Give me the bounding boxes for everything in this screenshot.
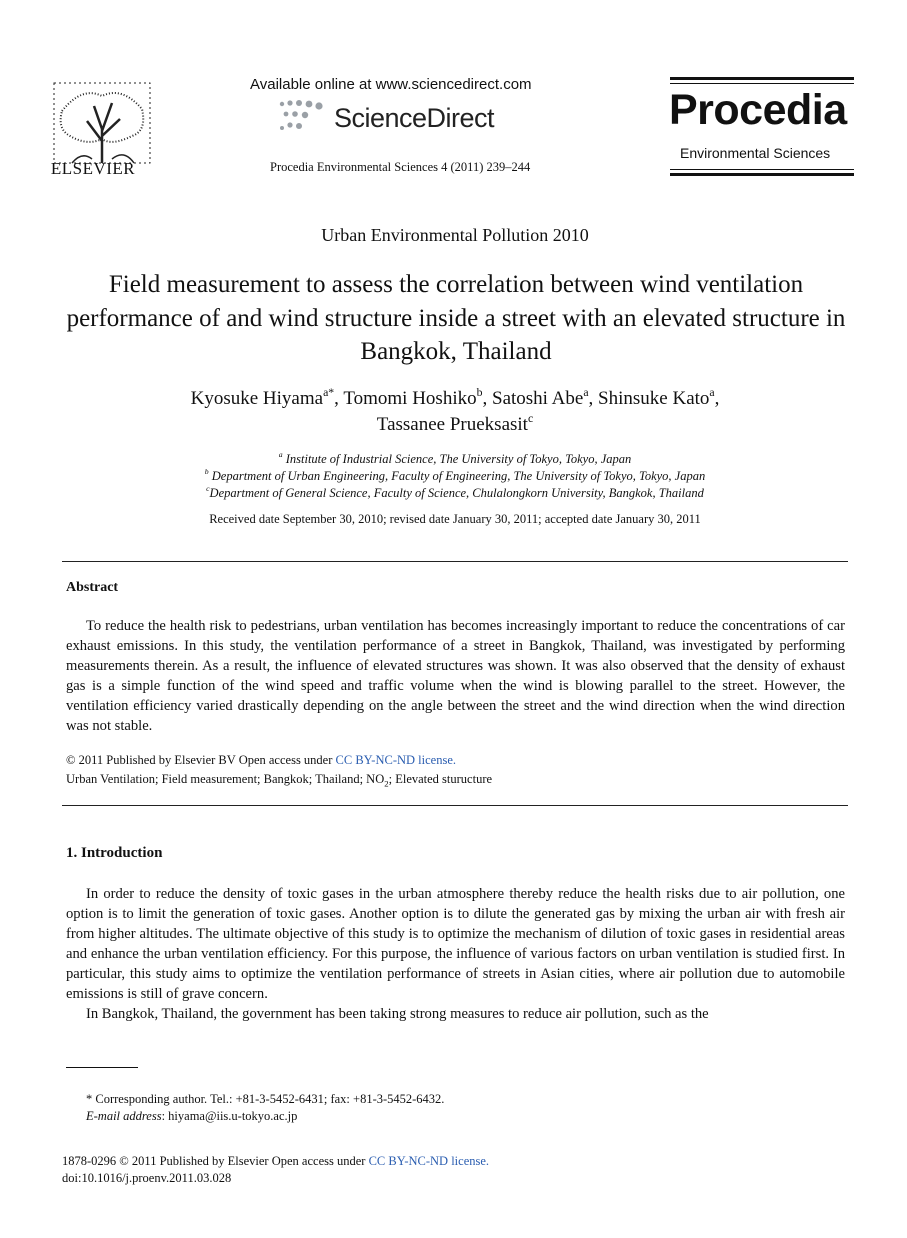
- footer-open-access-text: Open access under: [268, 1154, 369, 1168]
- introduction-body: [66, 884, 845, 1024]
- abstract-rule-top: [62, 561, 848, 562]
- footer-license-link[interactable]: CC BY-NC-ND license.: [368, 1154, 490, 1168]
- sciencedirect-dots-icon: [276, 98, 326, 134]
- procedia-rule-top: [670, 77, 854, 80]
- conference-name: Urban Environmental Pollution 2010: [321, 225, 589, 245]
- procedia-rule-top-thin: [670, 83, 854, 84]
- author-mark: c: [527, 411, 534, 425]
- email-footnote: [86, 1109, 297, 1124]
- abstract-heading: Abstract: [66, 580, 119, 595]
- introduction-paragraph: In order to reduce the density of toxic gases in the urban atmosphere thereby reduce the health risks due to air pollution, one option is to limit the generation of toxic gases. Another option is to dilute the generated gas by mixing the urban air with fresh air from higher altitudes. The ultimate objective of this study is to optimize the mechanism of dilution of toxic gases in residential areas and enhance the urban ventilation efficiency. For this purpose, the influence of various factors on urban ventilation is studied first. In particular, this study aims to optimize the ventilation performance of streets in Asian cities, where air pollution due to automobile emissions is still of grave concern.: [66, 886, 845, 1002]
- procedia-wordmark: Procedia: [669, 86, 847, 134]
- author-mark: a: [709, 385, 715, 399]
- copyright-line: [66, 753, 456, 768]
- available-online-text: Available online at www.sciencedirect.com: [250, 76, 532, 93]
- sciencedirect-wordmark: ScienceDirect: [334, 103, 495, 133]
- abstract-body: [66, 616, 845, 736]
- corresponding-author-footnote: * Corresponding author. Tel.: +81-3-5452-6431; fax: +81-3-5452-6432.: [86, 1092, 445, 1106]
- affiliation-mark: a: [278, 450, 283, 460]
- paper-title: Field measurement to assess the correlation between wind ventilation performance of and wind structure inside a street with an elevated structure in Bangkok, Thailand: [66, 271, 846, 365]
- author-name: Kyosuke Hiyama: [190, 388, 324, 409]
- author-name: Tassanee Prueksasit: [376, 414, 528, 435]
- keywords-text: Urban Ventilation; Field measurement; Bangkok; Thailand; NO: [66, 772, 385, 786]
- author-mark: a*: [323, 385, 335, 399]
- license-link[interactable]: CC BY-NC-ND license.: [335, 753, 457, 767]
- affiliation-a: [40, 452, 870, 467]
- footer-doi: doi:10.1016/j.proenv.2011.03.028: [62, 1171, 232, 1185]
- procedia-rule-bottom: [670, 173, 854, 176]
- author-name: Satoshi Abe: [492, 388, 584, 409]
- abstract-rule-bottom: [62, 805, 848, 806]
- affiliation-text: Department of General Science, Faculty of Science, Chulalongkorn University, Bangkok, Thailand: [209, 486, 704, 500]
- footnote-rule: [66, 1067, 138, 1068]
- footer-issn: [62, 1154, 489, 1169]
- affiliation-mark: b: [204, 467, 209, 477]
- issn-text: 1878-0296 © 2011 Published by Elsevier: [62, 1154, 269, 1168]
- journal-reference: Procedia Environmental Sciences 4 (2011) 239–244: [270, 160, 531, 174]
- abstract-paragraph: To reduce the health risk to pedestrians, urban ventilation has becomes increasingly important to reduce the concentrations of car exhaust emissions. In this study, the ventilation performance of a street in Bangkok, Thailand, was investigated by performing measurements therein. As a result, the influence of elevated structures was shown. It was also observed that the density of exhaust gas is a simple function of the wind speed and traffic volume when the wind is blowing parallel to the street. However, the ventilation efficiency varied drastically depending on the angle between the street and the wind direction when the wind direction was not stable.: [66, 618, 845, 734]
- author-list-line-1: Kyosuke Hiyama$^{a*}$, Tomomi Hoshiko$^b$, Satoshi Abe$^a$, Shinsuke Kato$^a$,: [190, 385, 720, 409]
- procedia-subtitle: Environmental Sciences: [680, 145, 831, 161]
- keywords-subscript: 2: [384, 778, 389, 789]
- received-dates: Received date September 30, 2010; revised date January 30, 2011; accepted date January 30, 2011: [209, 512, 701, 526]
- affiliation-b: [40, 469, 870, 484]
- procedia-rule-bottom-thin: [670, 169, 854, 170]
- introduction-paragraph: In Bangkok, Thailand, the government has been taking strong measures to reduce air pollution, such as the: [86, 1006, 709, 1022]
- affiliation-text: Department of Urban Engineering, Faculty of Engineering, The University of Tokyo, Tokyo, Japan: [211, 469, 706, 483]
- email-value: : hiyama@iis.u-tokyo.ac.jp: [161, 1109, 298, 1123]
- author-name: Tomomi Hoshiko: [343, 388, 477, 409]
- affiliation-mark: c: [206, 484, 210, 494]
- author-mark: b: [476, 385, 483, 399]
- keywords-text-end: ; Elevated sturucture: [388, 772, 493, 786]
- keywords-line: [66, 772, 492, 789]
- author-list-line-2: [40, 411, 870, 436]
- author-name: Shinsuke Kato: [598, 388, 710, 409]
- affiliation-text: Institute of Industrial Science, The University of Tokyo, Tokyo, Japan: [285, 452, 632, 466]
- copyright-text: © 2011 Published by Elsevier BV: [66, 753, 236, 767]
- email-label: E-mail address: [86, 1109, 162, 1123]
- affiliation-c: [40, 486, 870, 501]
- section-heading-introduction: 1. Introduction: [66, 845, 163, 861]
- elsevier-wordmark: ELSEVIER: [50, 159, 136, 178]
- open-access-text: Open access under: [235, 753, 336, 767]
- author-mark: a: [583, 385, 589, 399]
